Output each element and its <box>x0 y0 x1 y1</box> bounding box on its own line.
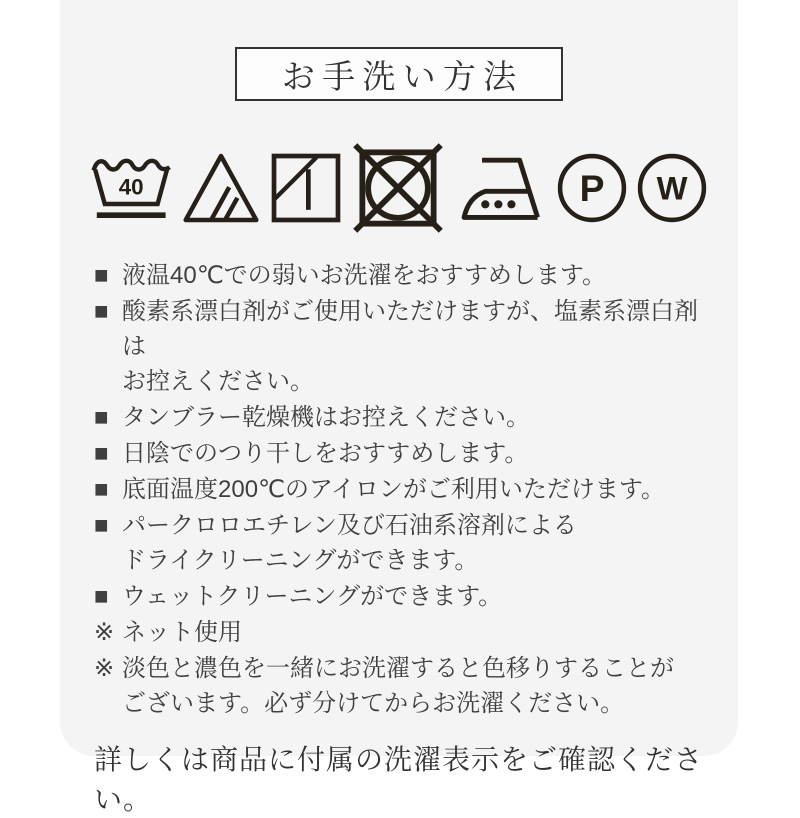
bullet-marker: ■ <box>94 476 109 503</box>
care-symbols-row <box>60 137 738 239</box>
page-title: お手洗い方法 <box>281 59 524 96</box>
dry-clean-letter: P <box>579 166 605 209</box>
instruction-text: 日陰でのつり干しをおすすめします。 <box>122 440 529 467</box>
oxygen-bleach-only-icon <box>180 149 262 227</box>
iron-high-heat-icon <box>451 148 549 228</box>
instruction-text: タンブラー乾燥機はお控えください。 <box>122 404 530 431</box>
instruction-text: 酸素系漂白剤がご使用いただけますが、塩素系漂白剤は <box>122 298 698 360</box>
note-text: 淡色と濃色を一緒にお洗濯すると色移りすることが <box>122 655 674 682</box>
instruction-text: お控えください。 <box>122 368 314 395</box>
care-instruction-panel <box>60 0 738 816</box>
care-note-item <box>94 615 704 650</box>
care-note-item <box>94 651 704 721</box>
instruction-text: ドライクリーニングができます。 <box>122 547 479 574</box>
care-instruction-item <box>94 400 704 435</box>
care-instruction-item <box>94 472 704 507</box>
care-instruction-item <box>94 579 704 614</box>
care-instruction-list <box>60 258 738 721</box>
wash-temp-label: 40 <box>118 174 144 200</box>
instruction-text: ウェットクリーニングができます。 <box>122 583 503 610</box>
instruction-text: 液温40℃での弱いお洗濯をおすすめします。 <box>122 262 606 289</box>
do-not-tumble-dry-icon <box>349 139 447 237</box>
line-dry-in-shade-icon <box>267 149 345 227</box>
bullet-marker: ■ <box>94 440 109 467</box>
bullet-marker: ■ <box>94 404 109 431</box>
note-text: ございます。必ず分けてからお洗濯ください。 <box>122 690 625 717</box>
note-marker: ※ <box>94 619 115 646</box>
title-box <box>235 47 563 101</box>
care-instruction-item <box>94 294 704 399</box>
footer-note <box>60 738 738 818</box>
note-text: ネット使用 <box>122 619 242 646</box>
wash-tub-gentle-icon <box>88 145 176 231</box>
instruction-text: 底面温度200℃のアイロンがご利用いただけます。 <box>122 476 665 503</box>
bullet-marker: ■ <box>94 262 109 289</box>
instruction-text: パークロロエチレン及び石油系溶剤による <box>122 512 577 539</box>
care-instruction-item <box>94 508 704 578</box>
care-instruction-item <box>94 258 704 293</box>
wet-clean-circle-icon <box>634 150 710 226</box>
footer-text: 詳しくは商品に付属の洗濯表示をご確認ください。 <box>94 745 704 816</box>
care-instruction-item <box>94 436 704 471</box>
bullet-marker: ■ <box>94 583 109 610</box>
note-marker: ※ <box>94 655 115 682</box>
wet-clean-letter: W <box>656 169 688 207</box>
bullet-marker: ■ <box>94 512 109 539</box>
bullet-marker: ■ <box>94 298 109 325</box>
dry-clean-circle-icon <box>554 150 630 226</box>
